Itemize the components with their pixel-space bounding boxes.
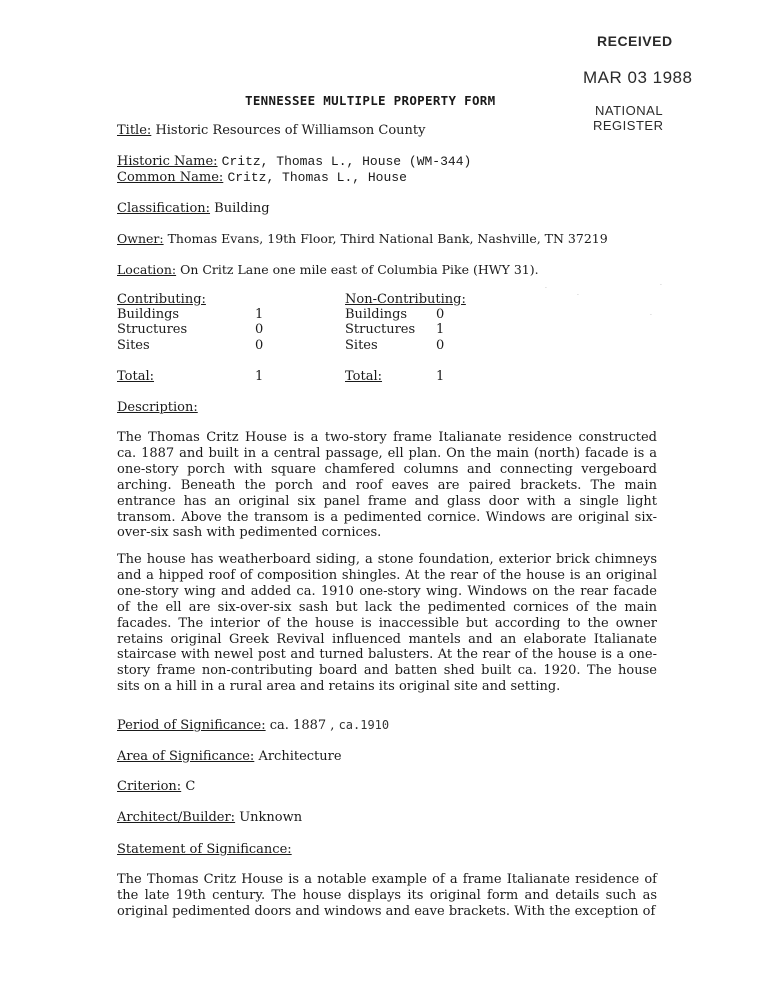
- criterion-field: [117, 779, 195, 794]
- architect-label: Architect/Builder:: [117, 810, 236, 825]
- contributing-row-label: Sites: [117, 338, 150, 353]
- architect-field: [117, 810, 302, 825]
- non-contributing-total-label: Total:: [345, 369, 383, 384]
- historic-name-value: Critz, Thomas L., House (WM-344): [221, 154, 472, 169]
- location-label: Location:: [117, 262, 177, 277]
- description-paragraph: The house has weatherboard siding, a stone foundation, exterior brick chimneys and a hipped roof of composition shingles. At the rear of the house is an original one-story wing and added ca. 1910 one-story wing. Windows on the rear facade of the ell are six-over-six sash but lack the pedimented cornices of the main facades. The interior of the house is inaccessible but according to the owner retains original Greek Revival influenced mantels and an elaborate Italianate staircase with newel post and turned balusters. At the rear of the house is a one-story frame non-contributing board and batten shed built ca. 1920. The house sits on a hill in a rural area and retains its original site and setting.: [117, 552, 657, 695]
- non-contributing-row-label: Sites: [345, 338, 378, 353]
- location-value: On Critz Lane one mile east of Columbia Pike (HWY 31).: [180, 262, 539, 277]
- description-label: Description:: [117, 400, 198, 415]
- title-label: Title:: [117, 123, 152, 138]
- scan-speck: ·: [545, 285, 547, 292]
- non-contributing-row-value: 0: [436, 307, 445, 322]
- contributing-total-label: Total:: [117, 369, 155, 384]
- common-name-field: [117, 170, 407, 185]
- period-label: Period of Significance:: [117, 718, 266, 733]
- area-value: Architecture: [258, 749, 342, 764]
- contributing-header: Contributing:: [117, 292, 206, 307]
- area-field: [117, 749, 342, 764]
- contributing-row-label: Buildings: [117, 307, 180, 322]
- classification-field: [117, 201, 270, 216]
- contributing-row-value: 0: [255, 322, 264, 337]
- owner-value: Thomas Evans, 19th Floor, Third National Bank, Nashville, TN 37219: [167, 231, 608, 246]
- non-contributing-row-label: Structures: [345, 322, 416, 337]
- non-contributing-row-value: 1: [436, 322, 445, 337]
- non-contributing-row-label: Buildings: [345, 307, 408, 322]
- stamp-line-national: NATIONAL: [595, 103, 664, 118]
- description-paragraph: The Thomas Critz House is a two-story frame Italianate residence constructed ca. 1887 and built in a central passage, ell plan. On the main (north) facade is a one-story porch with square chamfered columns and connecting vergeboard arching. Beneath the porch and roof eaves are paired brackets. The main entrance has an original six panel frame and glass door with a single light transom. Above the transom is a pedimented cornice. Windows are original six-over-six sash with pedimented cornices.: [117, 430, 657, 541]
- stamp-line-register: REGISTER: [593, 118, 664, 133]
- location-field: [117, 262, 539, 277]
- scan-speck: ·: [577, 292, 579, 299]
- statement-text: The Thomas Critz House is a notable example of a frame Italianate residence of the late 19th century. The house displays its original form and details such as original pedimented doors and windows and eave brackets. With the exception of: [117, 872, 657, 919]
- owner-field: [117, 231, 608, 246]
- statement-label: Statement of Significance:: [117, 842, 292, 857]
- contributing-total-value: 1: [255, 369, 264, 384]
- title-field: [117, 123, 426, 138]
- contributing-row-value: 0: [255, 338, 264, 353]
- architect-value: Unknown: [239, 810, 303, 825]
- received-stamp: RECEIVED: [597, 33, 673, 49]
- classification-label: Classification:: [117, 201, 211, 216]
- criterion-label: Criterion:: [117, 779, 182, 794]
- contributing-row-label: Structures: [117, 322, 188, 337]
- scan-speck: ·: [650, 312, 652, 319]
- scan-speck: ·: [660, 282, 662, 289]
- non-contributing-header: Non-Contributing:: [345, 292, 466, 307]
- common-name-label: Common Name:: [117, 170, 224, 185]
- area-label: Area of Significance:: [117, 749, 255, 764]
- contributing-row-value: 1: [255, 307, 264, 322]
- owner-label: Owner:: [117, 231, 164, 246]
- period-field: [117, 718, 389, 733]
- period-handwritten-value: ca.1910: [338, 718, 390, 732]
- title-value: Historic Resources of Williamson County: [155, 123, 426, 138]
- non-contributing-total-value: 1: [436, 369, 445, 384]
- period-value: ca. 1887 ,: [269, 718, 335, 733]
- received-date: MAR 03 1988: [583, 68, 693, 87]
- non-contributing-row-value: 0: [436, 338, 445, 353]
- historic-name-label: Historic Name:: [117, 154, 218, 169]
- historic-name-field: [117, 154, 471, 169]
- common-name-value: Critz, Thomas L., House: [227, 170, 407, 185]
- form-title: TENNESSEE MULTIPLE PROPERTY FORM: [245, 93, 496, 108]
- criterion-value: C: [185, 779, 196, 794]
- classification-value: Building: [214, 201, 270, 216]
